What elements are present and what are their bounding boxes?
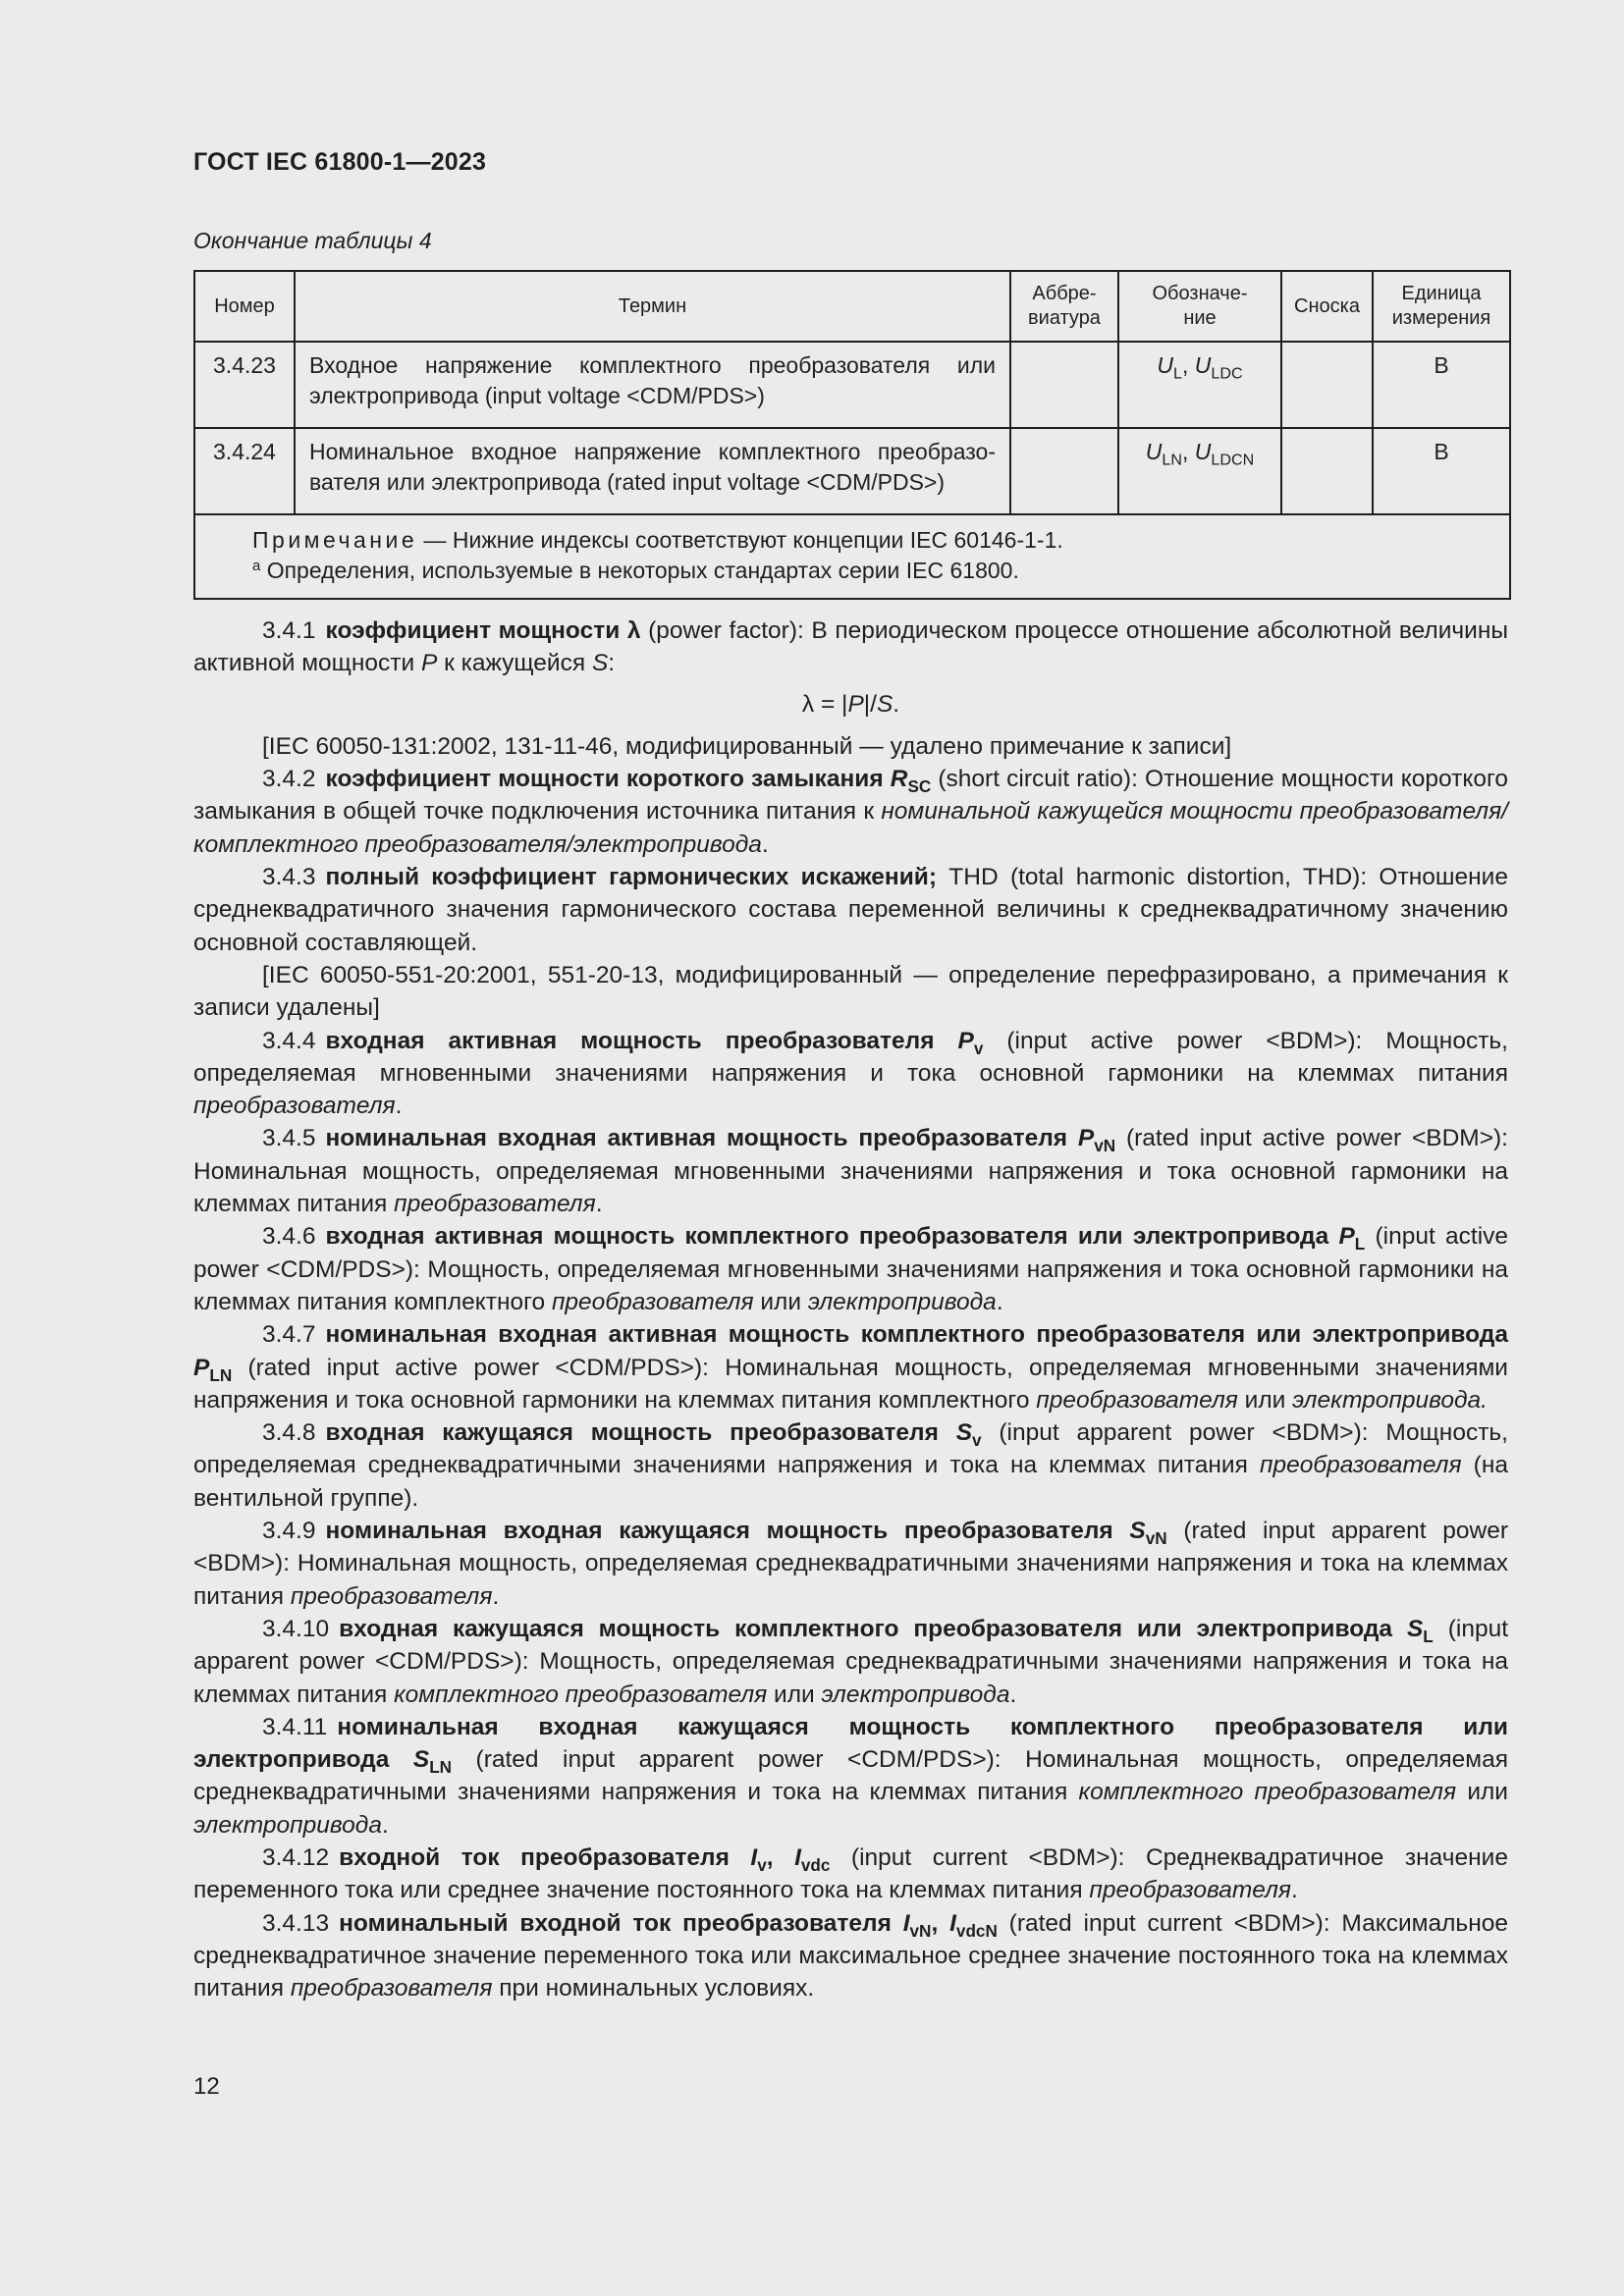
row-symbol: $U_{LN}$, $U_{LDCN}$ bbox=[1118, 428, 1281, 514]
row-number: 3.4.24 bbox=[194, 428, 295, 514]
table-header-row bbox=[194, 271, 1510, 342]
table-notes bbox=[194, 514, 1510, 599]
reference-2: [IEC 60050-551-20:2001, 551-20-13, модифицированный — определение перефразировано, а примечания к записи удалены] bbox=[193, 961, 1508, 1022]
row-unit: В bbox=[1373, 428, 1510, 514]
row-footnote bbox=[1281, 428, 1373, 514]
col-header-number: Номер bbox=[194, 271, 295, 342]
row-term: Входное напряжение комплектного преобразователя или электропривода (input voltage <CDM/PDS>) bbox=[295, 342, 1010, 428]
table-row bbox=[194, 428, 1510, 514]
row-abbreviation bbox=[1010, 428, 1118, 514]
definition-3-4-13: 3.4.13 номинальный входной ток преобразователя $I_{vN}$, $I_{vdcN}$ (rated input current <BDM>): Максимальное среднеквадратичное значение переменного тока или максимальное среднее значение постоянного тока на клеммах питания преобразователя при номинальных условиях. bbox=[193, 1909, 1508, 2002]
definition-3-4-1: 3.4.1 коэффициент мощности λ (power factor): В периодическом процессе отношение абсолютной величины активной мощности P к кажущейся S: bbox=[193, 617, 1508, 677]
definition-3-4-12: 3.4.12 входной ток преобразователя $I_v$, $I_{vdc}$ (input current <BDM>): Среднеквадратичное значение переменного тока или среднее значение постоянного тока на клеммах питания преобразователя. bbox=[193, 1843, 1508, 1904]
definition-3-4-9: 3.4.9 номинальная входная кажущаяся мощность преобразователя $S_{vN}$ (rated input apparent power <BDM>): Номинальная мощность, определяемая среднеквадратичными значениями напряжения и тока на клеммах питания преобразователя. bbox=[193, 1518, 1508, 1610]
definition-3-4-8: 3.4.8 входная кажущаяся мощность преобразователя $S_v$ (input apparent power <BDM>): Мощность, определяемая среднеквадратичными значениями напряжения и тока на клеммах питания преобразователя (на вентильной группе). bbox=[193, 1419, 1508, 1512]
formula-power-factor: λ = |P|/S. bbox=[801, 690, 900, 718]
row-unit: В bbox=[1373, 342, 1510, 428]
definition-3-4-2: 3.4.2 коэффициент мощности короткого замыкания $R_{SC}$ (short circuit ratio): Отношение мощности короткого замыкания в общей точке подключения источника питания к номинальной кажущейся мощности преобразователя/комплектного преобразователя/электропривода. bbox=[193, 766, 1508, 858]
definition-3-4-10: 3.4.10 входная кажущаяся мощность комплектного преобразователя или электропривода $S_L$ (input apparent power <CDM/PDS>): Мощность, определяемая среднеквадратичными значениями напряжения и тока на клеммах питания комплектного преобразователя или электропривода. bbox=[193, 1615, 1508, 1708]
table-footnote: $^a$ Определения, используемые в некоторых стандартах серии IEC 61800. bbox=[252, 557, 1019, 583]
col-header-abbreviation: Аббре- виатура bbox=[1010, 271, 1118, 342]
document-header: ГОСТ IEC 61800-1—2023 bbox=[193, 148, 487, 176]
definition-3-4-7: 3.4.7 номинальная входная активная мощность комплектного преобразователя или электропривода $P_{LN}$ (rated input active power <CDM/PDS>): Номинальная мощность, определяемая мгновенными значениями напряжения и тока основной гармоники на клеммах питания комплектного преобразователя или электропривода. bbox=[193, 1321, 1508, 1414]
reference-1: [IEC 60050-131:2002, 131-11-46, модифицированный — удалено примечание к записи] bbox=[262, 732, 1232, 760]
table-notes-row bbox=[194, 514, 1510, 599]
definition-3-4-4: 3.4.4 входная активная мощность преобразователя $P_v$ (input active power <BDM>): Мощность, определяемая мгновенными значениями напряжения и тока основной гармоники на клеммах питания преобразователя. bbox=[193, 1027, 1508, 1120]
table-row bbox=[194, 342, 1510, 428]
table-caption: Окончание таблицы 4 bbox=[193, 228, 432, 253]
row-number: 3.4.23 bbox=[194, 342, 295, 428]
col-header-term: Термин bbox=[295, 271, 1010, 342]
row-symbol: $U_L$, $U_{LDC}$ bbox=[1118, 342, 1281, 428]
col-header-symbol: Обозначе- ние bbox=[1118, 271, 1281, 342]
row-footnote bbox=[1281, 342, 1373, 428]
definition-3-4-3: 3.4.3 полный коэффициент гармонических искажений; THD (total harmonic distortion, THD): Отношение среднеквадратичного значения гармонического состава переменной величины к среднеквадратичному значению основной составляющей. bbox=[193, 864, 1508, 956]
table-4 bbox=[193, 270, 1511, 600]
definition-3-4-5: 3.4.5 номинальная входная активная мощность преобразователя $P_{vN}$ (rated input active power <BDM>): Номинальная мощность, определяемая мгновенными значениями напряжения и тока основной гармоники на клеммах питания преобразователя. bbox=[193, 1125, 1508, 1218]
definition-3-4-6: 3.4.6 входная активная мощность комплектного преобразователя или электропривода $P_L$ (input active power <CDM/PDS>): Мощность, определяемая мгновенными значениями напряжения и тока основной гармоники на клеммах питания комплектного преобразователя или электропривода. bbox=[193, 1223, 1509, 1315]
definition-3-4-11: 3.4.11 номинальная входная кажущаяся мощность комплектного преобразователя или электропривода $S_{LN}$ (rated input apparent power <CDM/PDS>): Номинальная мощность, определяемая среднеквадратичными значениями напряжения и тока на клеммах питания комплектного преобразователя или электропривода. bbox=[193, 1713, 1509, 1839]
table-note: Примечание — Нижние индексы соответствуют концепции IEC 60146-1-1. bbox=[252, 527, 1063, 553]
page-number: 12 bbox=[193, 2073, 220, 2100]
row-abbreviation bbox=[1010, 342, 1118, 428]
col-header-unit: Единица измерения bbox=[1373, 271, 1510, 342]
row-term: Номинальное входное напряжение комплектного преобразо-вателя или электропривода (rated input voltage <CDM/PDS>) bbox=[295, 428, 1010, 514]
col-header-footnote: Сноска bbox=[1281, 271, 1373, 342]
definitions-body bbox=[193, 614, 1508, 2004]
